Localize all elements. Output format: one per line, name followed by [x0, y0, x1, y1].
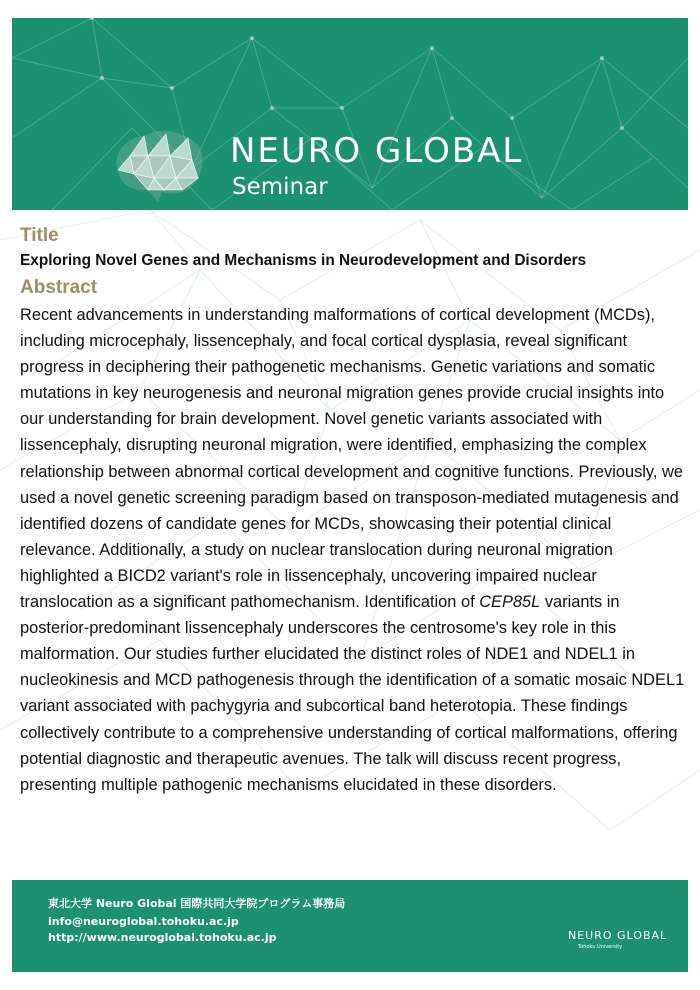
abstract-text [20, 302, 688, 798]
footer-bar [12, 880, 688, 972]
abstract-heading: Abstract [20, 277, 98, 298]
seminar-label: Seminar [232, 174, 328, 200]
office-name: 東北大学 Neuro Global 国際共同大学院プログラム事務局 [48, 897, 346, 910]
header-banner [12, 18, 688, 210]
brain-mesh-icon [108, 126, 208, 204]
title-heading: Title [20, 225, 59, 246]
footer-logo: NEURO GLOBAL [568, 929, 668, 942]
brand-title: NEURO GLOBAL [230, 131, 524, 171]
contact-email[interactable]: info@neuroglobal.tohoku.ac.jp [48, 915, 239, 928]
abstract-text-part-2: variants in posterior-predominant lissencephaly underscores the centrosome's key role in this malformation. Our studies further elucidated the distinct roles of NDE1 and NDEL1 in nucleokinesis and MCD pathogenesis through the identification of a somatic mosaic NDEL1 variant associated with pachygyria and subcortical band heterotopia. These findings collectively contribute to a comprehensive understanding of cortical malformations, offering potential diagnostic and therapeutic avenues. The talk will discuss recent progress, presenting multiple pathogenic mechanisms elucidated in these disorders. [20, 593, 685, 794]
website-link[interactable]: http://www.neuroglobal.tohoku.ac.jp [48, 931, 277, 944]
gene-name: CEP85L [479, 593, 541, 612]
abstract-text-part-1: Recent advancements in understanding malformations of cortical development (MCDs), including microcephaly, lissencephaly, and focal cortical dysplasia, reveal significant progress in deciphering their pathogenetic mechanisms. Genetic variations and somatic mutations in key neurogenesis and neuronal migration genes provide crucial insights into our understanding for brain development. Novel genetic variants associated with lissencephaly, disrupting neuronal migration, were identified, emphasizing the complex relationship between abnormal cortical development and cognitive functions. Previously, we used a novel genetic screening paradigm based on transposon-mediated mutagenesis and identified dozens of candidate genes for MCDs, showcasing their potential clinical relevance. Additionally, a study on nuclear translocation during neuronal migration highlighted a BICD2 variant's role in lissencephaly, uncovering impaired nuclear translocation as a significant pathomechanism. Identification of [20, 306, 683, 612]
footer-logo-subtext: Tohoku University [578, 944, 623, 950]
talk-title: Exploring Novel Genes and Mechanisms in Neurodevelopment and Disorders [20, 252, 587, 269]
